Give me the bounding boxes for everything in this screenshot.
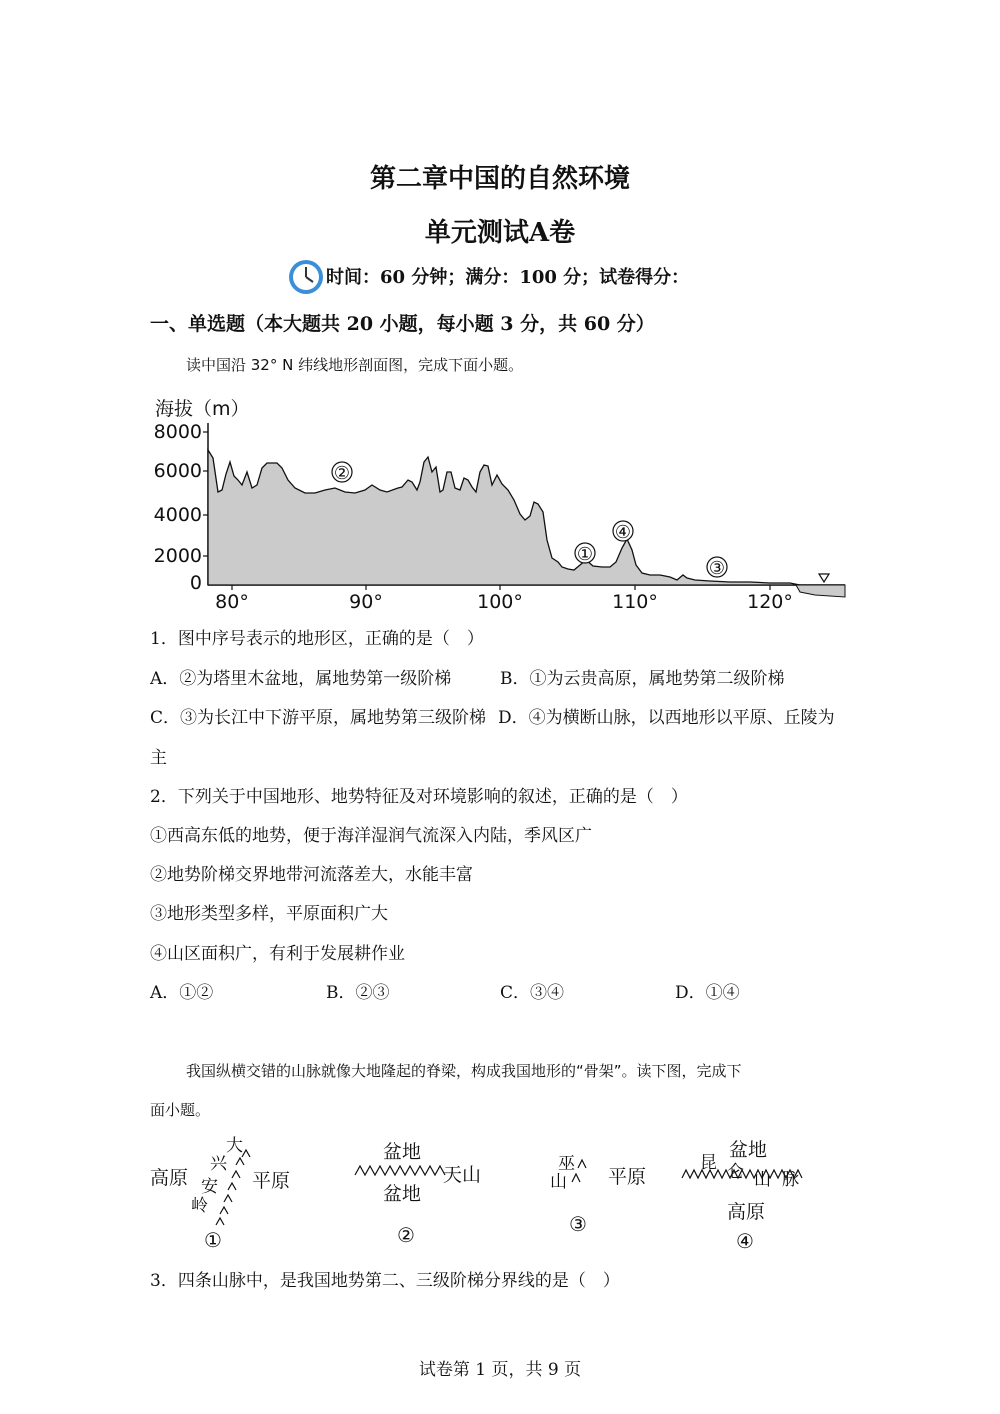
sketch-1-right: 平原 — [252, 1170, 291, 1192]
intro-text-2: 我国纵横交错的山脉就像大地隆起的脊梁，构成我国地形的“骨架”。读下图，完成下 — [186, 1062, 742, 1080]
sketch-2-number: ② — [397, 1223, 415, 1247]
sketch-4-number: ④ — [736, 1229, 754, 1253]
question-2-statement-2: ②地势阶梯交界地带河流落差大，水能丰富 — [150, 865, 473, 885]
y-tick: 4000 — [153, 504, 202, 526]
y-axis-label: 海拔（m） — [155, 398, 250, 420]
question-2-statement-4: ④山区面积广，有利于发展耕作业 — [150, 944, 405, 964]
x-tick: 100° — [477, 591, 523, 613]
sketch-4-char: 山 — [754, 1170, 771, 1190]
profile-marker-3: ③ — [708, 558, 726, 579]
question-3-stem: 3．四条山脉中，是我国地势第二、三级阶梯分界线的是（ ） — [150, 1271, 620, 1291]
x-tick: 110° — [612, 591, 658, 613]
y-tick: 8000 — [153, 421, 202, 443]
sketch-2-name: 天山 — [443, 1164, 482, 1186]
sketch-1-char: 兴 — [210, 1154, 227, 1174]
sketch-3-right: 平原 — [608, 1166, 647, 1188]
exam-info: 时间：60 分钟；满分：100 分；试卷得分： — [326, 267, 690, 288]
question-1-option-d[interactable]: D．④为横断山脉，以西地形以平原、丘陵为 — [498, 708, 835, 728]
sketch-3-char: 巫 — [558, 1154, 575, 1174]
sketch-2 — [355, 1141, 481, 1247]
y-tick: 0 — [189, 572, 202, 594]
clock-icon — [287, 258, 325, 296]
question-2-option-a[interactable]: A．①② — [150, 983, 214, 1003]
terrain-profile-chart — [150, 390, 860, 620]
sketch-3-char: 山 — [550, 1172, 567, 1192]
question-2-option-c[interactable]: C．③④ — [500, 983, 565, 1003]
sketch-4-char: 昆 — [700, 1153, 717, 1173]
sketch-1-char: 岭 — [191, 1196, 208, 1216]
sketch-1-number: ① — [204, 1228, 222, 1252]
intro-text-2-continued: 面小题。 — [150, 1101, 211, 1119]
sketch-4-char: 仑 — [727, 1162, 744, 1182]
sketch-4 — [682, 1139, 802, 1253]
sketch-4-char: 脉 — [782, 1170, 799, 1190]
question-1-option-d-continued: 主 — [150, 748, 167, 768]
x-tick: 120° — [747, 591, 793, 613]
mountain-sketches — [140, 1130, 820, 1260]
sketch-3-number: ③ — [569, 1212, 587, 1236]
intro-text: 读中国沿 32° N 纬线地形剖面图，完成下面小题。 — [186, 356, 524, 374]
sketch-1 — [150, 1136, 290, 1252]
question-2-statement-1: ①西高东低的地势，便于海洋湿润气流深入内陆，季风区广 — [150, 826, 592, 846]
question-2-stem: 2．下列关于中国地形、地势特征及对环境影响的叙述，正确的是（ ） — [150, 787, 688, 807]
y-tick: 6000 — [153, 460, 202, 482]
x-tick: 80° — [215, 591, 249, 613]
x-tick: 90° — [349, 591, 383, 613]
sketch-1-left: 高原 — [150, 1167, 189, 1189]
sketch-2-top: 盆地 — [382, 1141, 422, 1163]
y-tick: 2000 — [153, 545, 202, 567]
sketch-3 — [550, 1154, 646, 1236]
sketch-1-char: 安 — [201, 1177, 218, 1197]
section-heading: 一、单选题（本大题共 20 小题，每小题 3 分，共 60 分） — [150, 313, 655, 335]
sketch-4-bottom: 高原 — [726, 1201, 766, 1223]
sketch-2-bottom: 盆地 — [382, 1183, 422, 1205]
sketch-4-top: 盆地 — [728, 1139, 768, 1161]
question-2-option-d[interactable]: D．①④ — [675, 983, 740, 1003]
page-title: 第二章中国的自然环境 — [369, 164, 630, 194]
profile-marker-1: ① — [576, 544, 594, 565]
question-1-stem: 1．图中序号表示的地形区，正确的是（ ） — [150, 629, 484, 649]
sketch-1-char: 大 — [226, 1136, 243, 1156]
question-2-statement-3: ③地形类型多样，平原面积广大 — [150, 904, 388, 924]
question-1-option-c[interactable]: C．③为长江中下游平原，属地势第三级阶梯 — [150, 708, 487, 728]
page-subtitle: 单元测试A卷 — [424, 218, 576, 248]
page-footer: 试卷第 1 页，共 9 页 — [418, 1360, 582, 1380]
question-1-option-b[interactable]: B．①为云贵高原，属地势第二级阶梯 — [500, 669, 785, 689]
question-1-option-a[interactable]: A．②为塔里木盆地，属地势第一级阶梯 — [150, 669, 452, 689]
profile-marker-4: ④ — [614, 522, 632, 543]
question-2-option-b[interactable]: B．②③ — [326, 983, 390, 1003]
profile-marker-2: ② — [333, 463, 351, 484]
